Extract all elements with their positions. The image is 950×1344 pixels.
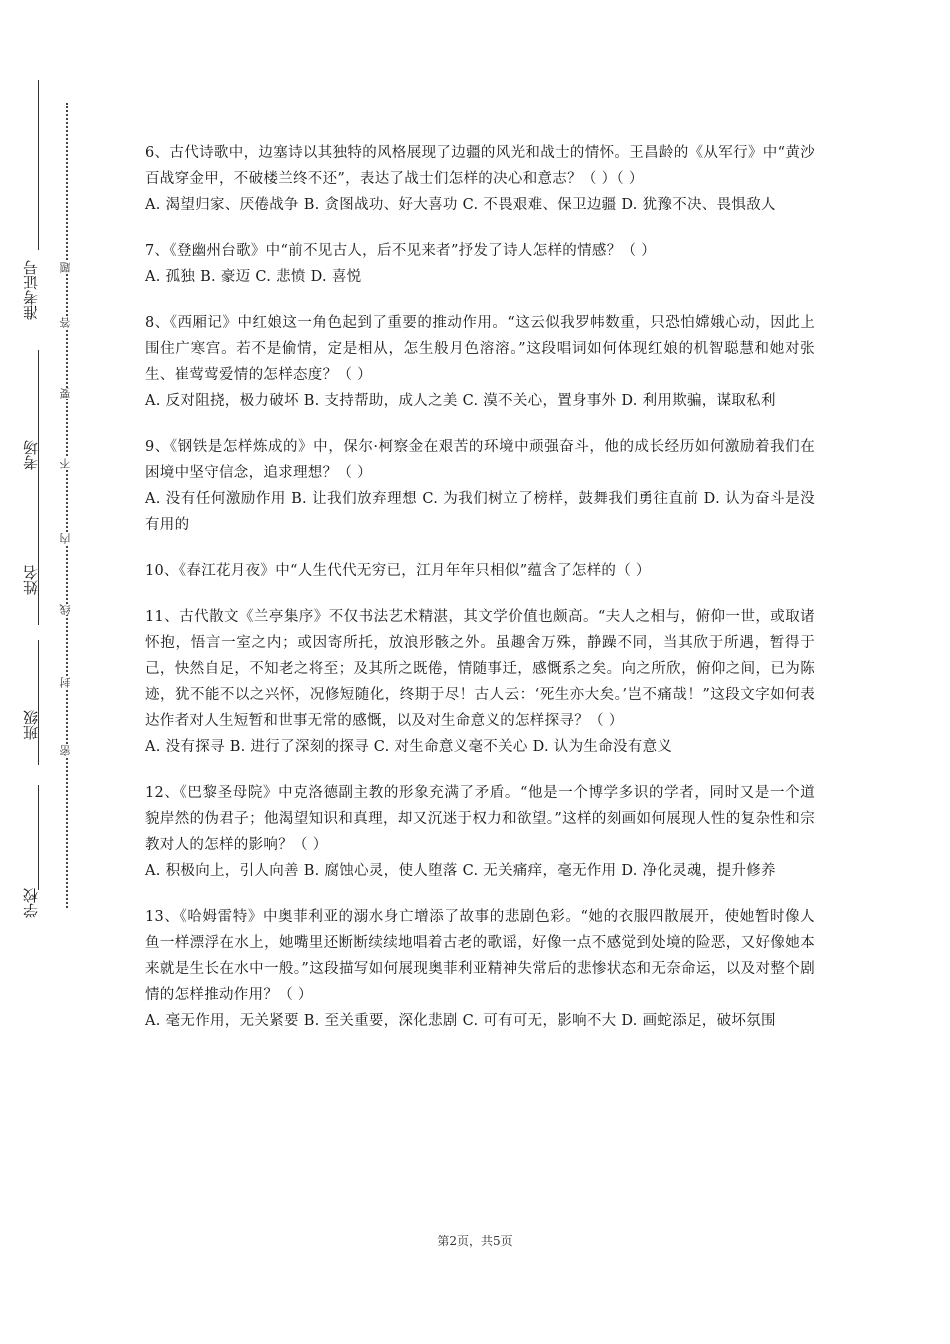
question-13: [145, 904, 815, 1034]
question-stem: 8、《西厢记》中红娘这一角色起到了重要的推动作用。“这云似我罗帏数重，只恐怕嫦娥心动，因此上围住广寒宫。若不是偷情，定是相从，怎生般月色溶溶。”这段唱词如何体现红娘的机智聪慧和她对张生、崔莺莺爱情的怎样态度？（ ）: [145, 315, 815, 383]
question-options: A. 毫无作用，无关紧要 B. 至关重要，深化悲剧 C. 可有可无，影响不大 D. 画蛇添足，破坏氛围: [145, 1013, 776, 1029]
question-stem: 7、《登幽州台歌》中“前不见古人，后不见来者”抒发了诗人怎样的情感？（ ）: [145, 243, 657, 259]
question-options: A. 没有任何激励作用 B. 让我们放弃理想 C. 为我们树立了榜样，鼓舞我们勇往直前 D. 认为奋斗是没有用的: [145, 491, 815, 533]
question-9: [145, 434, 815, 538]
school-underline: [38, 785, 39, 890]
seal-char-yao: 要: [59, 388, 75, 399]
exam-id-underline: [38, 80, 39, 250]
question-6: [145, 140, 815, 218]
name-underline: [38, 500, 39, 625]
seal-char-bu: 不: [59, 458, 75, 469]
exam-id-label: 准考证号: [22, 260, 40, 320]
question-stem: 10、《春江花月夜》中“人生代代无穷已，江月年年只相似”蕴含了怎样的（ ）: [145, 563, 651, 579]
seal-char-feng: 封: [59, 677, 75, 688]
question-list: [145, 140, 815, 1054]
question-7: [145, 238, 815, 290]
class-underline: [38, 640, 39, 765]
seal-char-ti: 题: [59, 262, 75, 273]
question-11: [145, 604, 815, 760]
exam-room-underline: [38, 350, 39, 505]
question-options: A. 渴望归家、厌倦战争 B. 贪图战功、好大喜功 C. 不畏艰难、保卫边疆 D. 犹豫不决、畏惧敌人: [145, 197, 776, 213]
page-number: 第2页，共5页: [437, 1234, 513, 1248]
question-stem: 11、古代散文《兰亭集序》不仅书法艺术精湛，其文学价值也颇高。“夫人之相与，俯仰一世，或取诸怀抱，悟言一室之内；或因寄所托，放浪形骸之外。虽趣舍万殊，静躁不同，当其欣于所遇，暂得于己，快然自足，不知老之将至；及其所之既倦，情随事迁，感慨系之矣。向之所欣，俯仰之间，已为陈迹，犹不能不以之兴怀，况修短随化，终期于尽！古人云：‘死生亦大矣。’岂不痛哉！”这段文字如何表达作者对人生短暂和世事无常的感慨，以及对生命意义的怎样探寻？（ ）: [145, 609, 815, 729]
seal-dotted-line: [66, 103, 68, 908]
question-stem: 9、《钢铁是怎样炼成的》中，保尔·柯察金在艰苦的环境中顽强奋斗，他的成长经历如何激励着我们在困境中坚守信念，追求理想？（ ）: [145, 439, 815, 481]
class-label: 班级: [22, 710, 40, 740]
seal-char-da: 答: [59, 317, 75, 328]
school-label: 学校: [22, 888, 40, 918]
exam-room-label: 考场: [22, 440, 40, 470]
question-options: A. 积极向上，引人向善 B. 腐蚀心灵，使人堕落 C. 无关痛痒，毫无作用 D. 净化灵魂，提升修养: [145, 863, 776, 879]
question-options: A. 孤独 B. 豪迈 C. 悲愤 D. 喜悦: [145, 269, 362, 285]
question-options: A. 没有探寻 B. 进行了深刻的探寻 C. 对生命意义毫不关心 D. 认为生命没有意义: [145, 739, 673, 755]
question-8: [145, 310, 815, 414]
question-options: A. 反对阻挠，极力破坏 B. 支持帮助，成人之美 C. 漠不关心，置身事外 D. 利用欺骗，谋取私利: [145, 393, 776, 409]
question-stem: 12、《巴黎圣母院》中克洛德副主教的形象充满了矛盾。“他是一个博学多识的学者，同时又是一个道貌岸然的伪君子；他渴望知识和真理，却又沉迷于权力和欲望。”这样的刻画如何展现人性的复杂性和宗教对人的怎样的影响？（ ）: [145, 785, 815, 853]
question-stem: 6、古代诗歌中，边塞诗以其独特的风格展现了边疆的风光和战士的情怀。王昌龄的《从军行》中“黄沙百战穿金甲，不破楼兰终不还”，表达了战士们怎样的决心和意志？（ ）（ ）: [145, 145, 815, 187]
question-10: [145, 558, 815, 584]
seal-char-nei: 内: [59, 533, 75, 544]
question-stem: 13、《哈姆雷特》中奥菲利亚的溺水身亡增添了故事的悲剧色彩。“她的衣服四散展开，使她暂时像人鱼一样漂浮在水上，她嘴里还断断续续地唱着古老的歌谣，好像一点不感觉到处境的险恶，又好像她本来就是生长在水中一般。”这段描写如何展现奥菲利亚精神失常后的悲惨状态和无奈命运，以及对整个剧情的怎样推动作用？（ ）: [145, 909, 815, 1003]
question-12: [145, 780, 815, 884]
page-footer: [0, 1232, 950, 1249]
binding-margin: [22, 60, 44, 918]
seal-char-xian: 线: [59, 604, 75, 615]
name-label: 姓名: [22, 565, 40, 595]
seal-char-mi: 密: [59, 745, 75, 756]
